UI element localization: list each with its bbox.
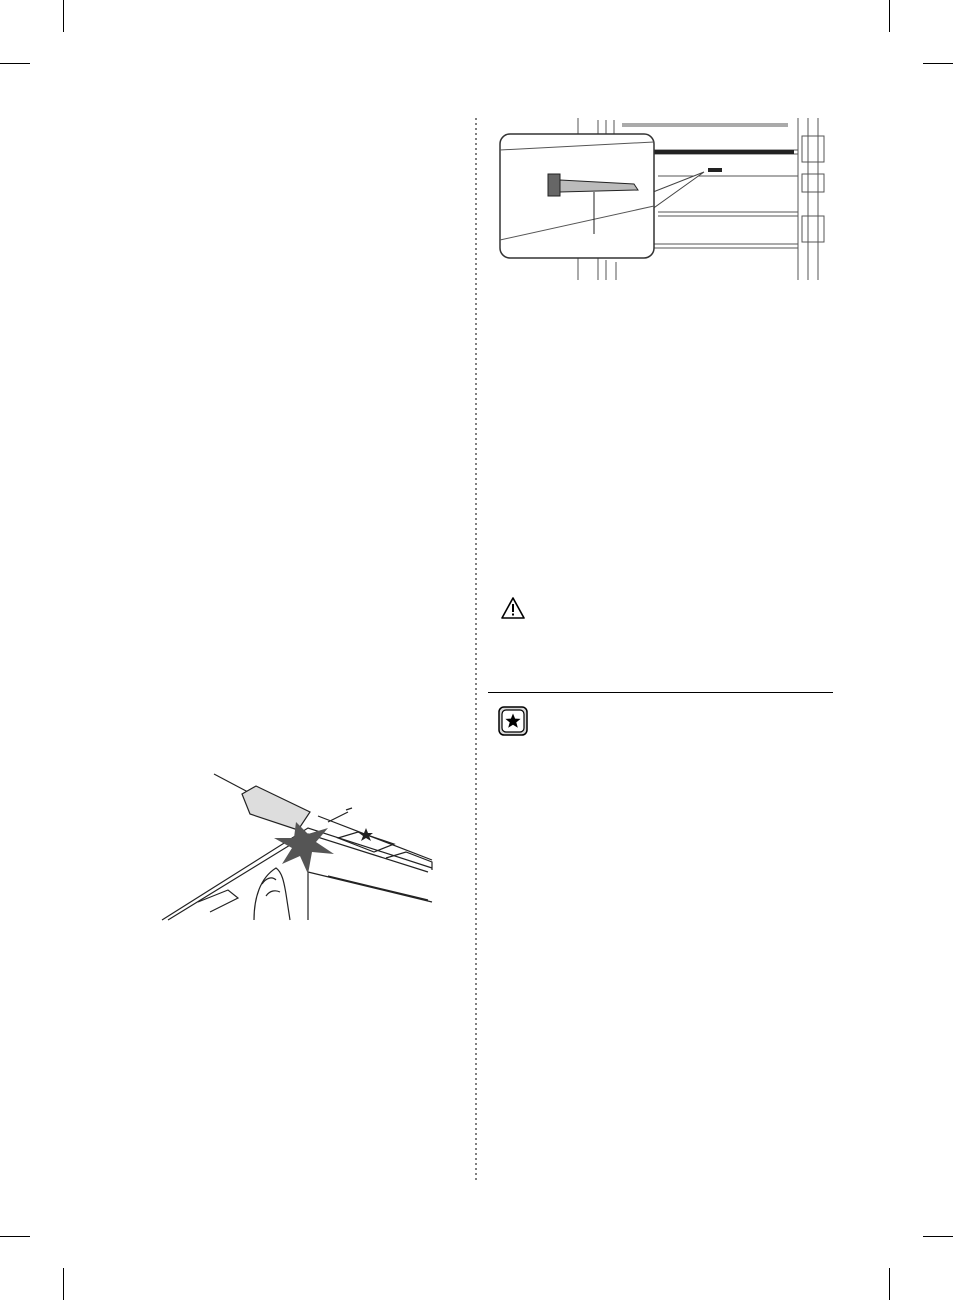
crop-mark bbox=[0, 1236, 30, 1237]
crop-mark bbox=[63, 0, 64, 32]
crop-mark bbox=[923, 63, 953, 64]
section-divider bbox=[488, 692, 833, 693]
note-star-icon bbox=[498, 706, 528, 736]
door-hitting-hand-illustration bbox=[158, 772, 434, 922]
crop-mark bbox=[889, 1268, 890, 1300]
warning-triangle-icon bbox=[501, 597, 525, 619]
crop-mark bbox=[0, 63, 30, 64]
crop-mark bbox=[889, 0, 890, 32]
fridge-interior-illustration bbox=[498, 116, 826, 280]
crop-mark bbox=[923, 1236, 953, 1237]
column-separator bbox=[474, 118, 478, 1182]
crop-mark bbox=[63, 1268, 64, 1300]
